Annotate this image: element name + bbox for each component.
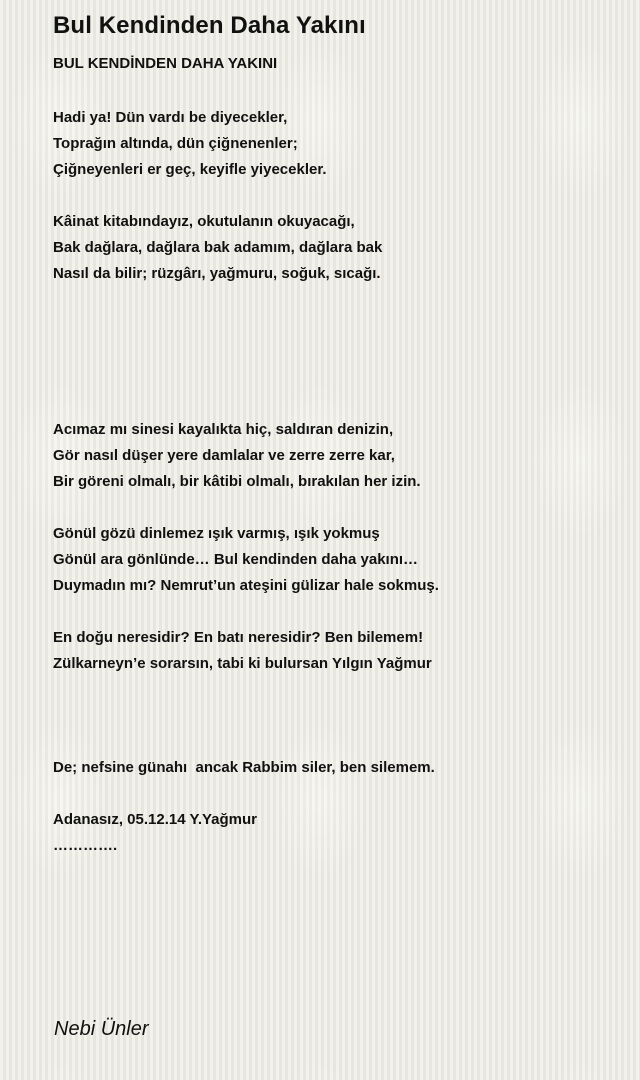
poem-line: Toprağın altında, dün çiğnenenler; (53, 135, 298, 152)
poem-line (53, 287, 613, 313)
poem-line: De; nefsine günahı ancak Rabbim siler, ben silemem. (53, 759, 435, 776)
poem-line: Gör nasıl düşer yere damlalar ve zerre zerre kar, (53, 447, 395, 464)
poem-line: Çiğneyenleri er geç, keyifle yiyecekler. (53, 161, 327, 178)
poem-line: En doğu neresidir? En batı neresidir? Ben bilemem! (53, 629, 424, 646)
page-title: Bul Kendinden Daha Yakını (53, 12, 366, 39)
poem-line (53, 313, 613, 339)
poem-line (53, 703, 613, 729)
author-name: Nebi Ünler (54, 1018, 149, 1040)
poem-line (53, 183, 613, 209)
poem-line (53, 729, 613, 755)
poem-line: …………. (53, 837, 118, 854)
poem-line (53, 365, 613, 391)
poem-line: Nasıl da bilir; rüzgârı, yağmuru, soğuk, sıcağı. (53, 265, 381, 282)
poem-body (53, 105, 613, 859)
poem-line: Gönül ara gönlünde… Bul kendinden daha yakını… (53, 551, 419, 568)
poem-line: Bir göreni olmalı, bir kâtibi olmalı, bırakılan her izin. (53, 473, 421, 490)
poem-line (53, 599, 613, 625)
poem-line (53, 339, 613, 365)
poem-line: Kâinat kitabındayız, okutulanın okuyacağı, (53, 213, 355, 230)
poem-line: Duymadın mı? Nemrut’un ateşini gülizar hale sokmuş. (53, 577, 439, 594)
poem-line: Acımaz mı sinesi kayalıkta hiç, saldıran denizin, (53, 421, 394, 438)
poem-heading: BUL KENDİNDEN DAHA YAKINI (53, 55, 278, 72)
poem-line: Bak dağlara, dağlara bak adamım, dağlara bak (53, 239, 383, 256)
poem-line (53, 391, 613, 417)
poem-line (53, 677, 613, 703)
poem-line: Adanasız, 05.12.14 Y.Yağmur (53, 811, 258, 828)
poem-line: Gönül gözü dinlemez ışık varmış, ışık yokmuş (53, 525, 380, 542)
poem-line (53, 495, 613, 521)
poem-line: Hadi ya! Dün vardı be diyecekler, (53, 109, 288, 126)
poem-line (53, 781, 613, 807)
poem-line: Zülkarneyn’e sorarsın, tabi ki bulursan Yılgın Yağmur (53, 655, 432, 672)
